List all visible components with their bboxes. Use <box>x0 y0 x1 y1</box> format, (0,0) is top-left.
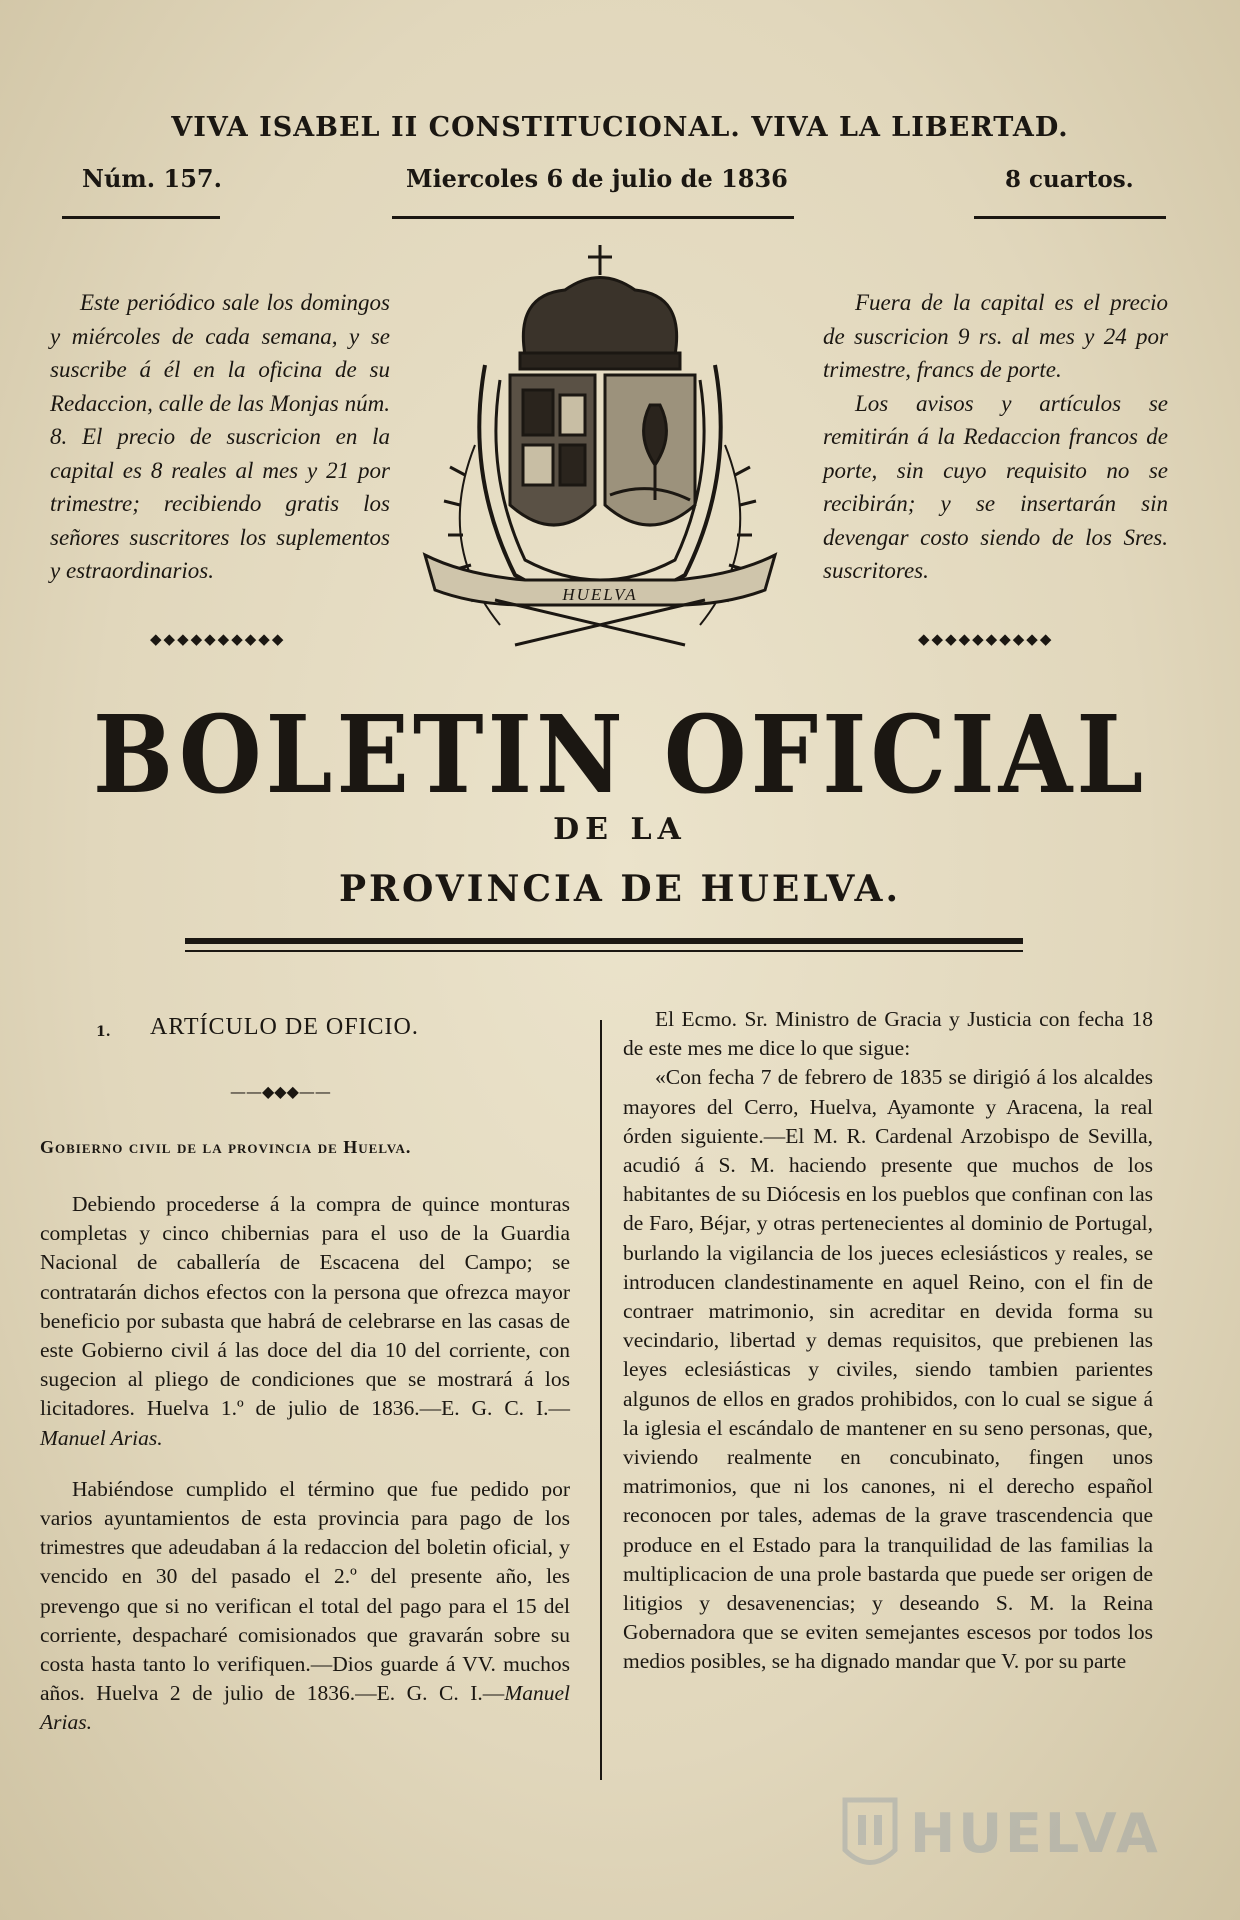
masthead-sub2: PROVINCIA DE HUELVA. <box>338 868 902 910</box>
issue-price: 8 cuartos. <box>1005 166 1134 193</box>
masthead-sub1: DE LA <box>553 812 687 847</box>
notice-paragraph-2 <box>40 1475 570 1738</box>
ministry-intro: El Ecmo. Sr. Ministro de Gracia y Justicia con fecha 18 de este mes me dice lo que sigue: <box>623 1007 1153 1061</box>
masthead-rule-thick <box>185 938 1023 944</box>
watermark-shield-icon <box>840 1790 900 1880</box>
ornament-right: ◆◆◆◆◆◆◆◆◆◆ <box>918 630 1054 648</box>
subscription-info-right <box>823 286 1168 588</box>
crest-ribbon-text: HUELVA <box>562 585 638 604</box>
column-divider <box>600 1020 602 1780</box>
issue-number: Núm. 157. <box>82 164 222 193</box>
section-ornament: ——◆◆◆—— <box>230 1082 331 1101</box>
header-rule-right <box>974 216 1166 219</box>
royal-order-text: «Con fecha 7 de febrero de 1835 se dirigió á los alcaldes mayores del Cerro, Huelva, Ayamonte y Aracena, la real órden siguiente.—El M. R. Cardenal Arzobispo de Sevilla, acudió á S. M. haciendo presente que muchos de los habitantes de su Diócesis en los pueblos que confinan con las de Faro, Béjar, y otras pertenecientes al dominio de Portugal, burlando la vigilancia de los jueces eclesiásticos y reales, se introducen clandestinamente en aquel Reino, con el fin de contraer matrimonio, sin acreditar en devida forma su vecindario, libertad y demas requisitos, que prebienen las leyes eclesiásticas y civiles, siendo tambien parientes algunos de ellos en grados prohibidos, con lo cual se sigue á la iglesia el escándalo de mantener en su seno personas, que, viviendo realmente en concubinato, fingen unos matrimonios, que ni los canones, ni el derecho español reconocen por tales, ademas de la grave trascendencia que produce en el Estado para la tranquilidad de las familias la multiplicacion de una prole bastarda que puede ser origen de litigios y desavenencias; y deseando S. M. la Reina Gobernadora que se eviten semejantes escesos por todos los medios posibles, se ha dignado mandar que V. por su parte <box>623 1065 1153 1674</box>
section-mark: 1. <box>96 1024 111 1040</box>
ornament-left: ◆◆◆◆◆◆◆◆◆◆ <box>150 630 286 648</box>
section-title: ARTÍCULO DE OFICIO. <box>150 1014 419 1040</box>
header-rule-left <box>62 216 220 219</box>
subscription-text: Este periódico sale los domingos y miércoles de cada semana, y se suscribe á él en la oficina de su Redaccion, calle de las Monjas núm. 8. El precio de suscricion en la capital es 8 reales al mes y 21 por trimestre; recibiendo gratis los señores suscritores los suplementos y estraordinarios. <box>50 290 390 583</box>
masthead-title: BOLETIN OFICIAL <box>92 693 1148 818</box>
subscription-info-left <box>50 286 390 588</box>
coat-of-arms-icon <box>405 245 795 665</box>
outside-capital-text: Fuera de la capital es el precio de suscricion 9 rs. al mes y 24 por trimestre, francs de porte. <box>823 290 1168 382</box>
signature-2: Manuel Arias. <box>40 1681 570 1735</box>
notice-1-text: Debiendo procederse á la compra de quince monturas completas y cinco chibernias para el uso de la Guardia Nacional de caballería de Escacena del Campo; se contratarán dichos efectos con la persona que ofrezca mayor beneficio por subasta que habrá de celebrarse en las casas de este Gobierno civil á las doce del dia 10 del corriente, con sugecion al pliego de condiciones que se mostrará á los licitadores. Huelva 1.º de julio de 1836.—E. G. C. I.— <box>40 1192 570 1421</box>
left-column <box>40 1190 570 1738</box>
gobierno-heading: Gobierno civil de la provincia de Huelva. <box>40 1137 412 1157</box>
notice-paragraph-1 <box>40 1190 570 1453</box>
watermark <box>840 1790 1170 1890</box>
notices-text: Los avisos y artículos se remitirán á la Redaccion francos de porte, sin cuyo requisito no se recibirán; y se insertarán sin devengar costo siendo de los Sres. suscritores. <box>823 390 1168 583</box>
notice-2-text: Habiéndose cumplido el término que fue pedido por varios ayuntamientos de esta provincia para pago de los trimestres que adeudaban á la redaccion del boletin oficial, y vencido en 30 del pasado el 2.º del presente año, les prevengo que si no verifican el total del pago para el 15 del corriente, despacharé comisionados que gravarán sobre su costa hasta tanto lo verifiquen.—Dios guarde á VV. muchos años. Huelva 2 de julio de 1836.—E. G. C. I.— <box>40 1476 570 1706</box>
issue-date: Miercoles 6 de julio de 1836 <box>406 164 788 193</box>
motto: VIVA ISABEL II CONSTITUCIONAL. VIVA LA LIBERTAD. <box>171 112 1069 143</box>
header-rule-center <box>392 216 794 219</box>
watermark-text: HUELVA <box>910 1802 1161 1865</box>
right-column <box>623 1005 1153 1677</box>
masthead-rule-thin <box>185 950 1023 952</box>
signature-1: Manuel Arias. <box>40 1425 163 1450</box>
